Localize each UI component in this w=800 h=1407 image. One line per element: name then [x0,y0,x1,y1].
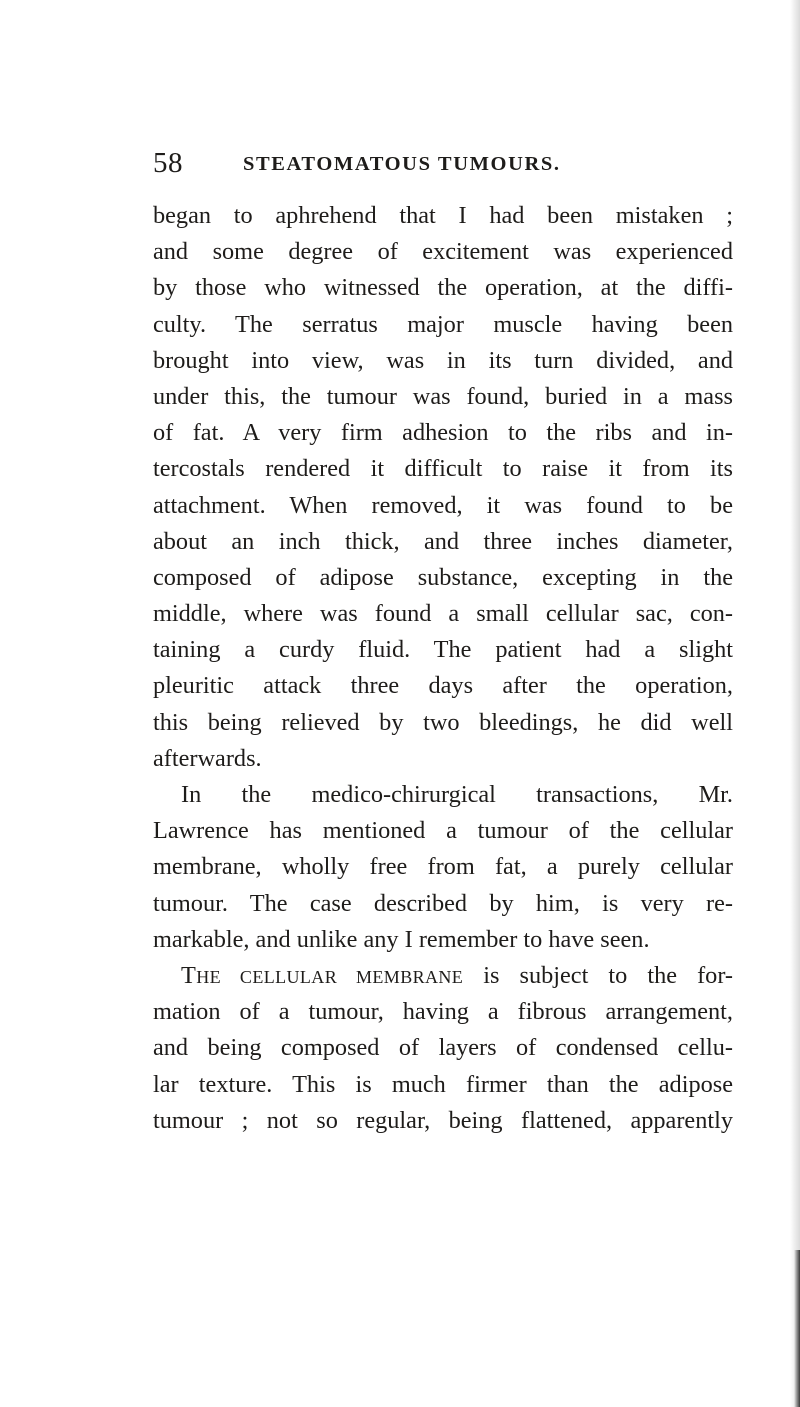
text-line: under this, the tumour was found, buried in a mass [153,382,733,410]
text-line: pleuritic attack three days after the operation, [153,672,733,700]
text-line: brought into view, was in its turn divided, and [153,346,733,374]
text-line: membrane, wholly free from fat, a purely cellular [153,853,733,881]
text-line: by those who witnessed the operation, at the diffi- [153,274,733,302]
text-line: this being relieved by two bleedings, he did well [153,708,733,736]
text-line: tumour ; not so regular, being flattened, apparently [153,1106,733,1134]
text-line: about an inch thick, and three inches diameter, [153,527,733,555]
text-line: Lawrence has mentioned a tumour of the cellular [153,817,733,845]
text-line-paragraph-start [153,958,733,994]
text-line-tail: is subject to the for- [483,961,733,989]
page-edge-shadow [790,0,800,1407]
page-header [153,145,733,185]
text-line: tercostals rendered it difficult to raise it from its [153,455,733,483]
text-line: of fat. A very firm adhesion to the ribs and in- [153,419,733,447]
text-line: and being composed of layers of condensed cellu- [153,1034,733,1062]
text-line: afterwards. [153,744,262,772]
text-line: culty. The serratus major muscle having been [153,310,733,338]
body-text [153,198,733,1139]
page-edge-dark-shadow [794,1250,800,1407]
text-line: attachment. When removed, it was found to be [153,491,733,519]
text-line: tumour. The case described by him, is very re- [153,889,733,917]
text-line: taining a curdy fluid. The patient had a slight [153,636,733,664]
text-line-paragraph-start: In the medico-chirurgical transactions, Mr. [181,781,733,808]
running-head: STEATOMATOUS TUMOURS. [243,153,561,175]
smallcaps-lead [181,962,463,989]
text-line: markable, and unlike any I remember to have seen. [153,925,650,953]
smallcaps-initial: T [181,961,197,989]
text-line: mation of a tumour, having a fibrous arrangement, [153,998,733,1026]
smallcaps-rest: HE CELLULAR MEMBRANE [196,966,464,987]
page-number: 58 [153,147,183,179]
text-line: lar texture. This is much firmer than the adipose [153,1070,733,1098]
text-line: composed of adipose substance, excepting in the [153,563,733,591]
text-line: began to aphrehend that I had been mistaken ; [153,202,733,229]
text-line: middle, where was found a small cellular sac, con- [153,600,733,628]
text-line: and some degree of excitement was experienced [153,238,733,266]
